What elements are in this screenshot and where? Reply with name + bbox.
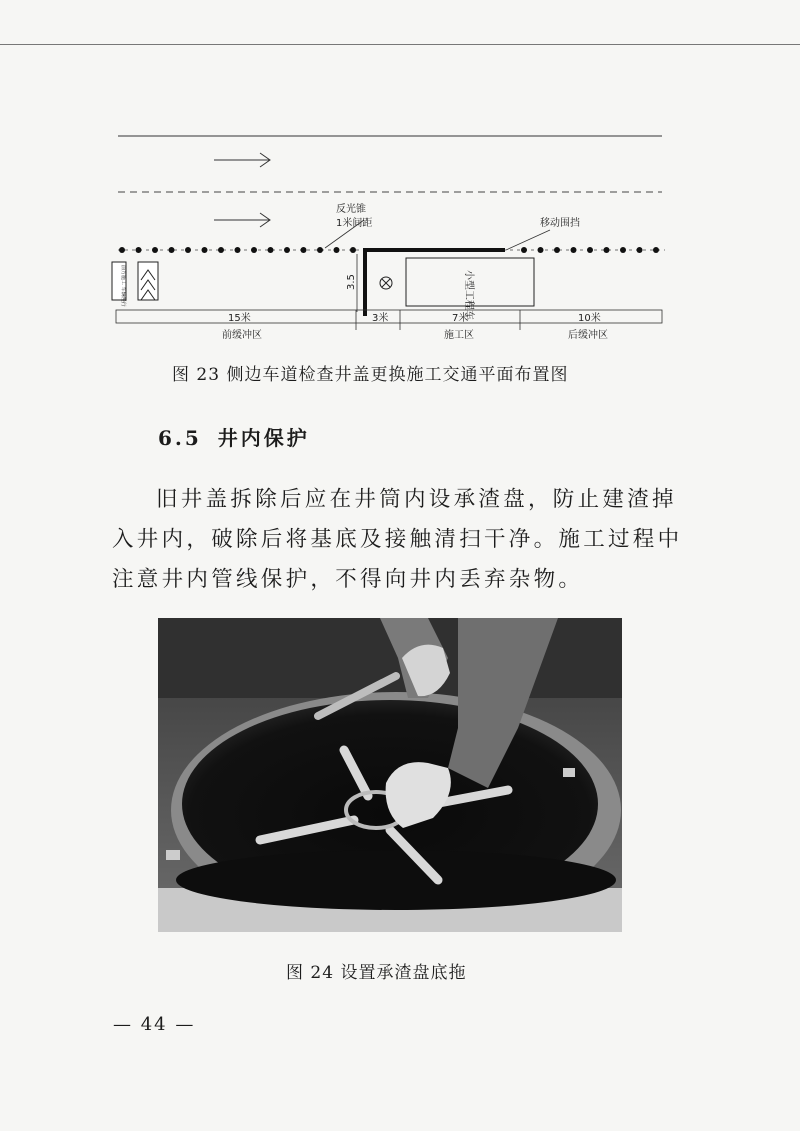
traffic-cone-icon <box>587 247 593 253</box>
traffic-cone-icon <box>185 247 191 253</box>
traffic-cone-icon <box>521 247 527 253</box>
traffic-cone-icon <box>301 247 307 253</box>
traffic-arrow-icon <box>214 153 270 167</box>
section-number: 6.5 <box>158 426 202 450</box>
section-heading <box>158 422 310 451</box>
traffic-cone-icon <box>251 247 257 253</box>
dim-gap-value: 3米 <box>372 313 389 324</box>
body-line: 入井内，破除后将基底及接触清扫干净。施工过程中 <box>112 527 683 552</box>
zone-work-label: 施工区 <box>444 330 474 341</box>
traffic-cone-icon <box>604 247 610 253</box>
traffic-cone-icon <box>235 247 241 253</box>
page-number: — 44 — <box>113 1014 196 1035</box>
traffic-cone-icon <box>218 247 224 253</box>
lane-width-label: 3.5 <box>346 274 357 290</box>
manhole-symbol-icon <box>380 277 392 289</box>
traffic-cone-icon <box>350 247 356 253</box>
traffic-cone-icon <box>334 247 340 253</box>
body-line: 注意井内管线保护，不得向井内丢弃杂物。 <box>112 567 584 592</box>
dim-work-value: 7米 <box>452 313 469 324</box>
zone-rear-label: 后缓冲区 <box>568 330 608 341</box>
traffic-cones-front <box>119 247 356 253</box>
traffic-cone-icon <box>554 247 560 253</box>
warning-sign-label: 前方施工 车辆慢行 <box>120 265 126 307</box>
traffic-layout-diagram <box>110 120 670 350</box>
traffic-cone-icon <box>119 247 125 253</box>
traffic-cone-icon <box>136 247 142 253</box>
chevron-board <box>138 262 158 300</box>
zone-front-label: 前缓冲区 <box>222 330 262 341</box>
cone-spacing-label: 1米间距 <box>336 218 373 229</box>
traffic-cone-icon <box>653 247 659 253</box>
body-paragraph <box>112 480 682 600</box>
body-line: 旧井盖拆除后应在井筒内设承渣盘，防止建渣掉 <box>156 487 677 512</box>
traffic-cone-icon <box>317 247 323 253</box>
traffic-cone-icon <box>637 247 643 253</box>
traffic-cone-icon <box>169 247 175 253</box>
traffic-cone-icon <box>538 247 544 253</box>
traffic-cones-rear <box>521 247 659 253</box>
figure23-caption: 图 23 侧边车道检查井盖更换施工交通平面布置图 <box>172 365 569 385</box>
traffic-cone-icon <box>202 247 208 253</box>
traffic-cone-icon <box>571 247 577 253</box>
page-top-border <box>0 44 800 45</box>
barrier-label: 移动围挡 <box>540 218 580 229</box>
cone-label: 反光锥 <box>336 204 366 215</box>
section-title: 井内保护 <box>217 426 310 450</box>
traffic-cone-icon <box>152 247 158 253</box>
dim-rear-value: 10米 <box>578 313 601 324</box>
traffic-cone-icon <box>620 247 626 253</box>
vehicle-label: 小型工程车 <box>463 270 474 320</box>
manhole-tray-photo <box>158 618 622 932</box>
traffic-arrow-icon <box>214 213 270 227</box>
dim-front-value: 15米 <box>228 313 251 324</box>
figure24-caption: 图 24 设置承渣盘底拖 <box>286 963 467 983</box>
traffic-cone-icon <box>284 247 290 253</box>
traffic-cone-icon <box>268 247 274 253</box>
